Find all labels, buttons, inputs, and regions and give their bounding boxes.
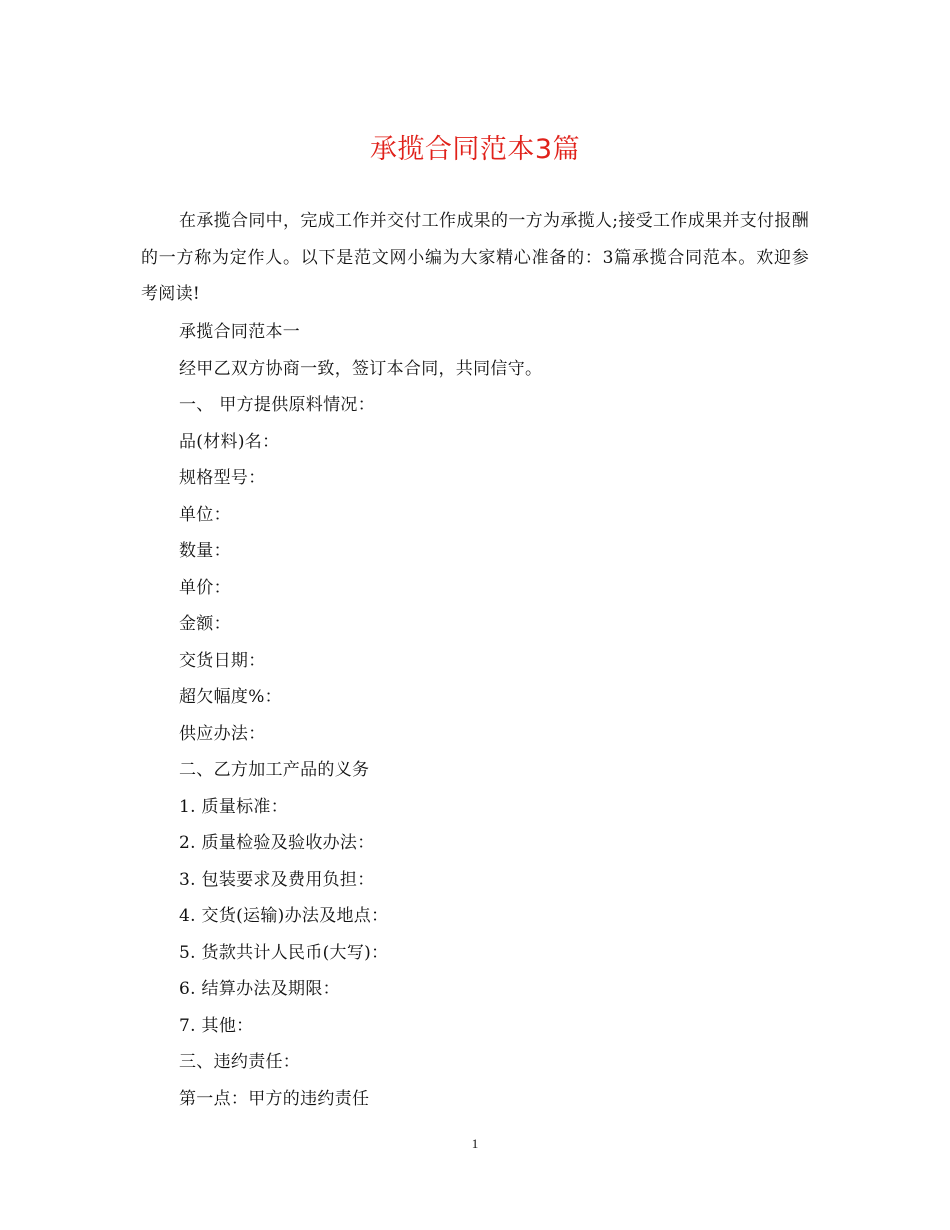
page-number: 1 (471, 1136, 479, 1151)
item-packaging: 3. 包装要求及费用负担： (179, 869, 375, 890)
section-heading-contract-one: 承揽合同范本一 (179, 322, 301, 342)
intro-paragraph: 在承揽合同中，完成工作并交付工作成果的一方为承揽人;接受工作成果并支付报酬的一方称为定作人。以下是范文网小编为大家精心准备的：3篇承揽合同范本。欢迎参考阅读! (141, 211, 809, 304)
subsection-party-a-liability: 第一点：甲方的违约责任 (179, 1088, 370, 1109)
field-unit: 单位： (179, 504, 231, 525)
document-title: 承揽合同范本3篇 (369, 134, 581, 165)
section-heading-processing-duties: 二、乙方加工产品的义务 (179, 760, 370, 780)
section-heading-liability: 三、违约责任： (179, 1052, 301, 1072)
field-unit-price: 单价： (179, 577, 231, 598)
field-amount: 金额： (179, 614, 231, 634)
field-tolerance: 超欠幅度%： (179, 687, 282, 707)
section-heading-raw-materials: 一、 甲方提供原料情况： (179, 395, 376, 415)
field-material-name: 品(材料)名： (179, 431, 280, 452)
item-total-payment: 5. 货款共计人民币(大写)： (179, 942, 389, 963)
item-quality-standard: 1. 质量标准： (179, 796, 289, 817)
item-settlement: 6. 结算办法及期限： (179, 979, 340, 999)
contract-lines (179, 314, 799, 1117)
agreement-statement: 经甲乙双方协商一致，签订本合同，共同信守。 (179, 358, 543, 379)
item-delivery-method: 4. 交货(运输)办法及地点： (179, 906, 389, 926)
item-other: 7. 其他： (179, 1015, 254, 1036)
field-quantity: 数量： (179, 541, 231, 561)
field-specification: 规格型号： (179, 468, 266, 488)
field-delivery-date: 交货日期： (179, 650, 266, 671)
item-quality-inspection: 2. 质量检验及验收办法： (179, 833, 375, 853)
field-supply-method: 供应办法： (179, 723, 266, 744)
